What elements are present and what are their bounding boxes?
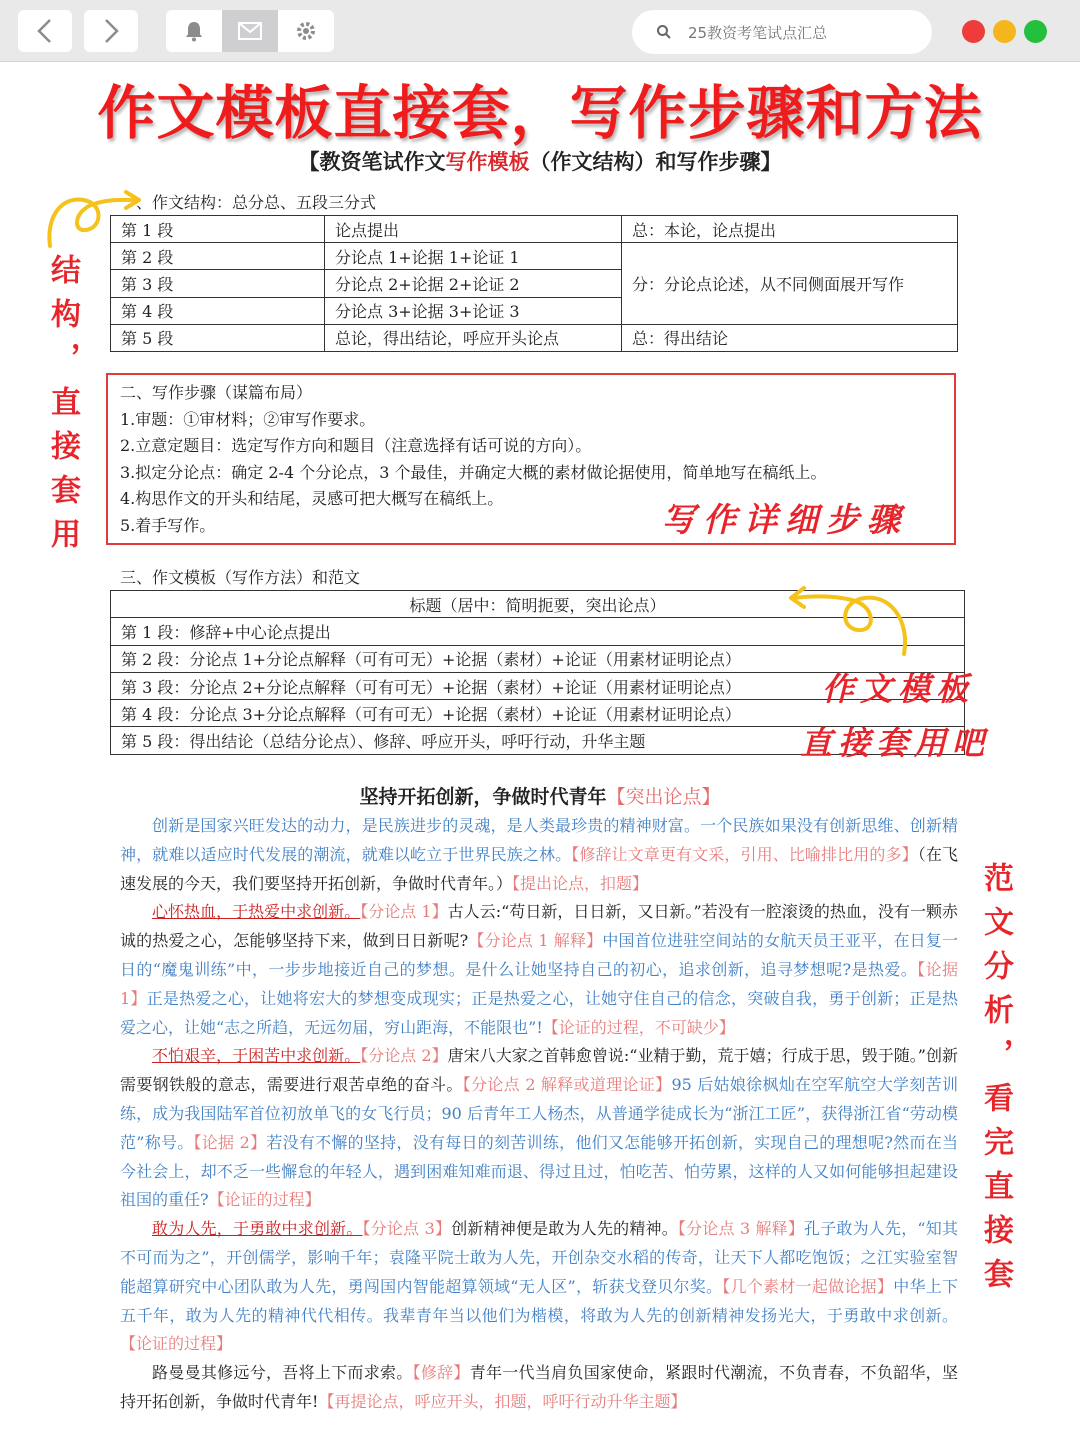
role-cell: 总：得出结论 <box>622 324 958 351</box>
annotation-template-2: 直接套用吧 <box>800 724 991 762</box>
structure-table <box>110 215 958 352</box>
para-cell: 第 3 段 <box>111 270 325 297</box>
window-controls <box>962 20 1047 43</box>
subtitle-highlight: 写作模板 <box>445 149 530 174</box>
essay-annotation: 【分论点 3】 <box>362 1219 452 1239</box>
swirl-arrow-icon <box>786 580 916 660</box>
essay-text: 孔子敢为人先，“知其不可而为之”，开创儒学，影响千年；袁隆平院士敢为人先，开创杂交水稻的传奇，让天下人都吃饱饭；之江实验室智能超算研究中心团队敢为人先，勇闯国内智能超算领域“无人区”，斩获戈登贝尔奖。 <box>120 1219 958 1296</box>
essay-text: 中国首位进驻空间站的女航天员王亚平，在日复一日的“魔鬼训练”中，一步步地接近自己的梦想。是什么让她坚持自己的初心，追求创新，追寻梦想呢?是热爱。 <box>120 931 958 979</box>
essay-paragraph-1 <box>120 812 958 898</box>
essay-annotation: 【分论点 1】 <box>360 902 448 922</box>
content-cell: 分论点 1+论据 1+论证 1 <box>325 243 622 270</box>
step-item: 3.拟定分论点：确定 2-4 个分论点，3 个最佳，并确定大概的素材做论据使用，简单地写在稿纸上。 <box>120 462 827 482</box>
para-cell: 第 2 段 <box>111 243 325 270</box>
page-title: 作文模板直接套，写作步骤和方法 <box>97 79 983 147</box>
template-heading: 三、作文模板（写作方法）和范文 <box>120 568 361 587</box>
maximize-dot[interactable] <box>1024 20 1047 43</box>
para-cell: 第 1 段 <box>111 216 325 243</box>
sub-argument: 心怀热血，于热爱中求创新。 <box>152 902 361 922</box>
title-row-cell: 标题（居中：简明扼要，突出论点） <box>111 591 965 618</box>
essay-title-note: 【突出论点】 <box>606 786 721 808</box>
browser-toolbar <box>0 0 1080 62</box>
sub-argument: 不怕艰辛，于困苦中求创新。 <box>152 1046 361 1066</box>
content-cell: 论点提出 <box>325 216 622 243</box>
mail-icon <box>238 22 262 40</box>
notifications-button[interactable] <box>166 10 222 52</box>
annotation-structure: 结构，直接套用 <box>45 254 80 562</box>
template-cell: 第 1 段：修辞+中心论点提出 <box>111 618 965 645</box>
table-row <box>111 243 958 270</box>
gear-icon <box>295 20 317 42</box>
essay-annotation: 【提出论点，扣题】 <box>512 873 649 893</box>
essay-annotation: 【再提论点，呼应开头，扣题，呼吁行动升华主题】 <box>318 1391 687 1411</box>
chevron-left-icon <box>35 18 55 44</box>
essay-body <box>120 812 958 1417</box>
essay-annotation: 【分论点 1 解释】 <box>468 931 603 951</box>
role-cell: 总：本论，论点提出 <box>622 216 958 243</box>
structure-heading: 、作文结构：总分总、五段三分式 <box>136 193 377 212</box>
essay-title <box>0 782 1080 809</box>
essay-annotation: 【修辞】 <box>412 1363 470 1383</box>
content-cell: 总论，得出结论，呼应开头论点 <box>325 324 622 351</box>
essay-paragraph-5 <box>120 1359 958 1417</box>
essay-text: 正是热爱之心，让她将宏大的梦想变成现实；正是热爱之心，让她守住自己的信念，突破自我，勇于创新；正是热爱之心，让她“志之所趋，无远勿届，穷山距海，不能限也”! <box>120 988 958 1037</box>
tool-group <box>166 10 334 52</box>
subtitle-post: （作文结构）和写作步骤】 <box>529 149 782 174</box>
step-item: 5.着手写作。 <box>120 515 216 535</box>
settings-button[interactable] <box>278 10 334 52</box>
steps-heading: 二、写作步骤（谋篇布局） <box>120 383 313 402</box>
essay-annotation: 【几个素材一起做论据】 <box>722 1276 894 1296</box>
essay-text: 中华上下五千年，敢为人先的精神代代相传。我辈青年当以他们为楷模，将敢为人先的创新精神发扬光大，于勇敢中求创新。 <box>120 1276 958 1325</box>
minimize-dot[interactable] <box>993 20 1016 43</box>
template-cell: 第 4 段：分论点 3+分论点解释（可有可无）+论据（素材）+论证（用素材证明论点） <box>111 700 965 727</box>
essay-paragraph-3 <box>120 1042 958 1215</box>
essay-title-text: 坚持开拓创新，争做时代青年 <box>359 786 607 808</box>
search-text: 25教资考笔试点汇总 <box>688 23 828 42</box>
forward-button[interactable] <box>84 10 138 52</box>
page-subtitle <box>0 146 1080 176</box>
essay-annotation: 【论据 1】 <box>120 959 958 1008</box>
role-cell: 分：分论点论述，从不同侧面展开写作 <box>622 243 958 325</box>
essay-text: 青年一代当肩负国家使命，紧跟时代潮流，不负青春，不负韶华，坚持开拓创新，争做时代青年! <box>120 1363 958 1411</box>
annotation-essay: 范文分析，看完直接套 <box>978 862 1013 1302</box>
para-cell: 第 5 段 <box>111 324 325 351</box>
essay-paragraph-2 <box>120 898 958 1042</box>
bell-icon <box>184 20 204 42</box>
chevron-right-icon <box>101 18 121 44</box>
essay-text: 路曼曼其修远兮，吾将上下而求索。 <box>152 1363 413 1383</box>
essay-annotation: 【论证的过程】 <box>120 1334 233 1354</box>
essay-text: 若没有不懈的坚持，没有每日的刻苦训练，他们又怎能够开拓创新，实现自己的理想呢?然而在当今社会上，却不乏一些懈怠的年轻人，遇到困难知难而退、得过且过，怕吃苦、怕劳累，这样的人又如何能够担起建设祖国的重任? <box>120 1132 958 1210</box>
essay-text: 古人云:“苟日新，日日新，又日新。”若没有一腔滚烫的热血，没有一颗赤诚的热爱之心，怎能够坚持下来，做到日日新呢? <box>120 902 958 951</box>
annotation-steps: 写作详细步骤 <box>662 500 908 539</box>
step-item: 1.审题：①审材料；②审写作要求。 <box>120 409 376 429</box>
content-cell: 分论点 2+论据 2+论证 2 <box>325 270 622 297</box>
step-item: 4.构思作文的开头和结尾，灵感可把大概写在稿纸上。 <box>120 489 504 508</box>
essay-text: 创新是国家兴旺发达的动力，是民族进步的灵魂，是人类最珍贵的精神财富。一个民族如果没有创新思维、创新精神，就难以适应时代发展的潮流，就难以屹立于世界民族之林。 <box>120 816 958 864</box>
essay-annotation: 【分论点 2】 <box>360 1046 448 1066</box>
para-cell: 第 4 段 <box>111 297 325 324</box>
essay-text: （在飞速发展的今天，我们要坚持开拓创新，争做时代青年。） <box>120 844 958 893</box>
search-icon <box>656 24 672 40</box>
essay-annotation: 【分论点 3 解释】 <box>677 1219 805 1239</box>
essay-annotation: 【修辞让文章更有文采，引用、比喻排比用的多】 <box>571 844 918 864</box>
subtitle-pre: 【教资笔试作文 <box>298 149 446 174</box>
essay-annotation: 【论据 2】 <box>193 1132 267 1152</box>
content-cell: 分论点 3+论据 3+论证 3 <box>325 297 622 324</box>
close-dot[interactable] <box>962 20 985 43</box>
essay-annotation: 【分论点 2 解释或道理论证】 <box>462 1075 672 1095</box>
step-item: 2.立意定题目：选定写作方向和题目（注意选择有话可说的方向）。 <box>120 436 592 455</box>
sub-argument: 敢为人先，于勇敢中求创新。 <box>152 1219 363 1239</box>
search-input[interactable] <box>632 10 932 54</box>
back-button[interactable] <box>18 10 72 52</box>
annotation-template-1: 作文模板 <box>822 670 975 708</box>
essay-text: 唐宋八大家之首韩愈曾说:“业精于勤，荒于嬉；行成于思，毁于随。”创新需要钢铁般的意志，需要进行艰苦卓绝的奋斗。 <box>120 1046 958 1095</box>
essay-text: 95 后姑娘徐枫灿在空军航空大学刻苦训练，成为我国陆军首位初放单飞的女飞行员；90 后青年工人杨杰，从普通学徒成长为“浙江工匠”，获得浙江省“劳动模范”称号。 <box>120 1075 958 1152</box>
essay-annotation: 【论证的过程】 <box>208 1190 321 1210</box>
essay-text: 创新精神便是敢为人先的精神。 <box>451 1219 678 1239</box>
table-row <box>111 324 958 351</box>
mail-button[interactable] <box>222 10 278 52</box>
essay-paragraph-4 <box>120 1215 958 1359</box>
template-cell: 第 2 段：分论点 1+分论点解释（可有可无）+论据（素材）+论证（用素材证明论点） <box>111 645 965 672</box>
template-cell: 第 3 段：分论点 2+分论点解释（可有可无）+论据（素材）+论证（用素材证明论点） <box>111 672 965 699</box>
table-row <box>111 216 958 243</box>
essay-annotation: 【论证的过程，不可缺少】 <box>542 1017 735 1037</box>
template-cell: 第 5 段：得出结论（总结分论点）、修辞、呼应开头，呼吁行动，升华主题 <box>111 727 965 754</box>
